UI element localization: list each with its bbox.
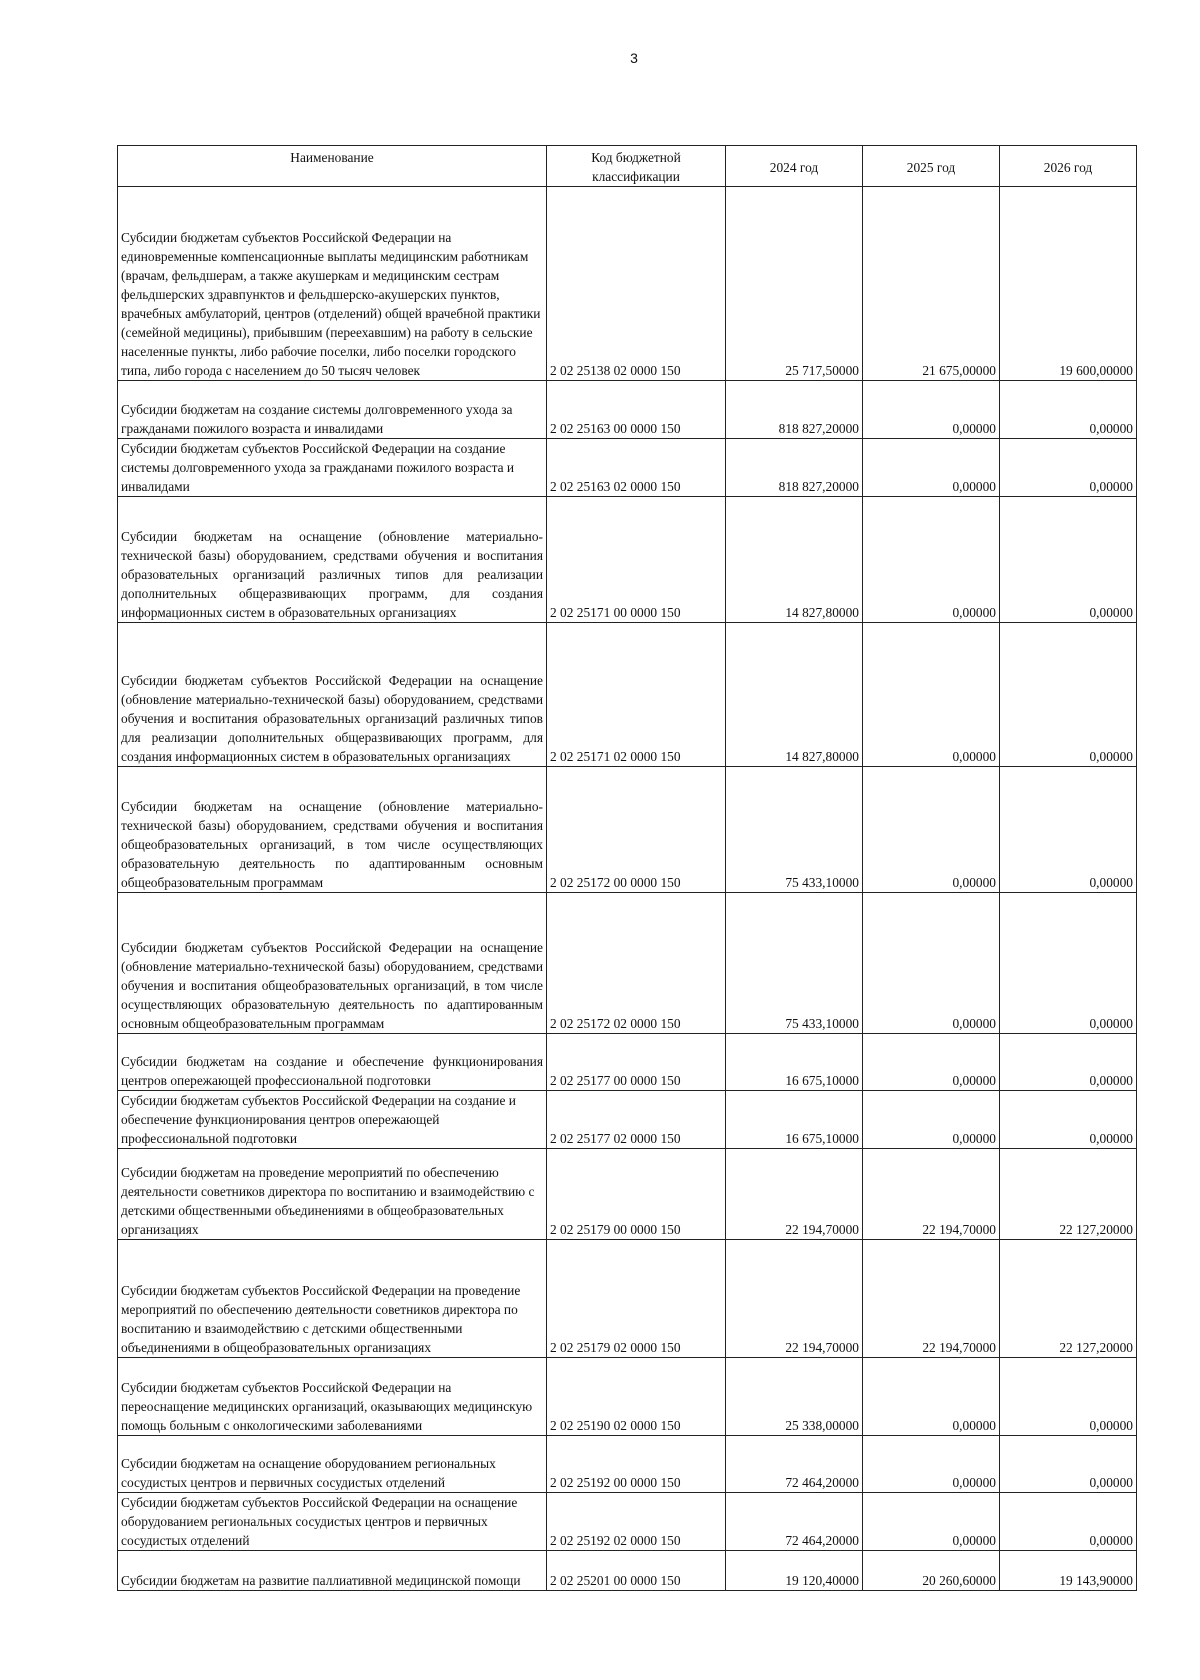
code-cell: 2 02 25172 02 0000 150 — [547, 893, 726, 1034]
name-cell: Субсидии бюджетам субъектов Российской Федерации на оснащение (обновление материально-технической базы) оборудованием, средствами обучения и воспитания образовательных организаций различных типов для реализации дополнительных общеразвивающих программ, для создания информационных систем в образовательных организациях — [118, 623, 547, 767]
code-cell: 2 02 25190 02 0000 150 — [547, 1358, 726, 1436]
table-row — [118, 767, 1137, 893]
table-row — [118, 497, 1137, 623]
value-2024-cell: 25 338,00000 — [726, 1358, 863, 1436]
value-2024-cell: 75 433,10000 — [726, 767, 863, 893]
code-cell: 2 02 25179 02 0000 150 — [547, 1240, 726, 1358]
value-2025-cell: 0,00000 — [863, 623, 1000, 767]
page-number: 3 — [630, 50, 638, 66]
name-cell: Субсидии бюджетам на оснащение (обновление материально-технической базы) оборудованием, средствами обучения и воспитания общеобразовательных организаций, в том числе осуществляющих образовательную деятельность по адаптированным основным общеобразовательным программам — [118, 767, 547, 893]
table-row — [118, 893, 1137, 1034]
name-cell: Субсидии бюджетам на создание системы долговременного ухода за гражданами пожилого возраста и инвалидами — [118, 381, 547, 439]
value-2024-cell: 72 464,20000 — [726, 1436, 863, 1493]
code-cell: 2 02 25163 00 0000 150 — [547, 381, 726, 439]
value-2025-cell: 0,00000 — [863, 497, 1000, 623]
table-row — [118, 1493, 1137, 1551]
name-cell: Субсидии бюджетам на оснащение оборудованием региональных сосудистых центров и первичных сосудистых отделений — [118, 1436, 547, 1493]
code-cell: 2 02 25163 02 0000 150 — [547, 439, 726, 497]
value-2024-cell: 14 827,80000 — [726, 497, 863, 623]
budget-table — [117, 145, 1137, 1591]
value-2026-cell: 22 127,20000 — [1000, 1240, 1137, 1358]
value-2026-cell: 0,00000 — [1000, 623, 1137, 767]
value-2026-cell: 0,00000 — [1000, 893, 1137, 1034]
table-row — [118, 1240, 1137, 1358]
value-2024-cell: 818 827,20000 — [726, 439, 863, 497]
code-cell: 2 02 25179 00 0000 150 — [547, 1149, 726, 1240]
name-cell: Субсидии бюджетам субъектов Российской Федерации на единовременные компенсационные выплаты медицинским работникам (врачам, фельдшерам, а также акушеркам и медицинским сестрам фельдшерских здравпунктов и фельдшерско-акушерских пунктов, врачебных амбулаторий, центров (отделений) общей врачебной практики (семейной медицины), прибывшим (переехавшим) на работу в сельские населенные пункты, либо рабочие поселки, либо поселки городского типа, либо города с населением до 50 тысяч человек — [118, 187, 547, 381]
value-2026-cell: 0,00000 — [1000, 1034, 1137, 1091]
value-2025-cell: 0,00000 — [863, 1091, 1000, 1149]
value-2026-cell: 22 127,20000 — [1000, 1149, 1137, 1240]
name-cell: Субсидии бюджетам на создание и обеспечение функционирования центров опережающей профессиональной подготовки — [118, 1034, 547, 1091]
header-2026: 2026 год — [1000, 146, 1137, 187]
name-cell: Субсидии бюджетам на проведение мероприятий по обеспечению деятельности советников директора по воспитанию и взаимодействию с детскими общественными объединениями в общеобразовательных организациях — [118, 1149, 547, 1240]
code-cell: 2 02 25192 00 0000 150 — [547, 1436, 726, 1493]
value-2026-cell: 0,00000 — [1000, 767, 1137, 893]
value-2025-cell: 0,00000 — [863, 1436, 1000, 1493]
value-2025-cell: 0,00000 — [863, 1493, 1000, 1551]
table-row — [118, 187, 1137, 381]
value-2026-cell: 0,00000 — [1000, 1493, 1137, 1551]
name-cell: Субсидии бюджетам субъектов Российской Федерации на создание и обеспечение функционирования центров опережающей профессиональной подготовки — [118, 1091, 547, 1149]
table-row — [118, 1149, 1137, 1240]
table-row — [118, 623, 1137, 767]
code-cell: 2 02 25171 02 0000 150 — [547, 623, 726, 767]
value-2024-cell: 19 120,40000 — [726, 1551, 863, 1591]
value-2025-cell: 0,00000 — [863, 1358, 1000, 1436]
header-2024: 2024 год — [726, 146, 863, 187]
value-2026-cell: 0,00000 — [1000, 497, 1137, 623]
value-2025-cell: 0,00000 — [863, 1034, 1000, 1091]
value-2026-cell: 19 600,00000 — [1000, 187, 1137, 381]
value-2026-cell: 0,00000 — [1000, 1436, 1137, 1493]
value-2024-cell: 16 675,10000 — [726, 1034, 863, 1091]
name-cell: Субсидии бюджетам на развитие паллиативной медицинской помощи — [118, 1551, 547, 1591]
value-2025-cell: 0,00000 — [863, 767, 1000, 893]
header-code: Код бюджетной классификации — [547, 146, 726, 187]
name-cell: Субсидии бюджетам на оснащение (обновление материально-технической базы) оборудованием, средствами обучения и воспитания образовательных организаций различных типов для реализации дополнительных общеразвивающих программ, для создания информационных систем в образовательных организациях — [118, 497, 547, 623]
value-2026-cell: 0,00000 — [1000, 381, 1137, 439]
table-row — [118, 439, 1137, 497]
name-cell: Субсидии бюджетам субъектов Российской Федерации на создание системы долговременного ухода за гражданами пожилого возраста и инвалидами — [118, 439, 547, 497]
value-2024-cell: 75 433,10000 — [726, 893, 863, 1034]
name-cell: Субсидии бюджетам субъектов Российской Федерации на оснащение (обновление материально-технической базы) оборудованием, средствами обучения и воспитания общеобразовательных организаций, в том числе осуществляющих образовательную деятельность по адаптированным основным общеобразовательным программам — [118, 893, 547, 1034]
value-2026-cell: 0,00000 — [1000, 1358, 1137, 1436]
value-2025-cell: 22 194,70000 — [863, 1240, 1000, 1358]
code-cell: 2 02 25172 00 0000 150 — [547, 767, 726, 893]
value-2025-cell: 22 194,70000 — [863, 1149, 1000, 1240]
table-row — [118, 1358, 1137, 1436]
value-2024-cell: 818 827,20000 — [726, 381, 863, 439]
value-2024-cell: 25 717,50000 — [726, 187, 863, 381]
code-cell: 2 02 25138 02 0000 150 — [547, 187, 726, 381]
header-2025: 2025 год — [863, 146, 1000, 187]
table-header-row — [118, 146, 1137, 187]
table-row — [118, 1551, 1137, 1591]
table-row — [118, 1034, 1137, 1091]
value-2024-cell: 22 194,70000 — [726, 1240, 863, 1358]
value-2024-cell: 72 464,20000 — [726, 1493, 863, 1551]
value-2024-cell: 14 827,80000 — [726, 623, 863, 767]
value-2026-cell: 19 143,90000 — [1000, 1551, 1137, 1591]
value-2025-cell: 21 675,00000 — [863, 187, 1000, 381]
value-2025-cell: 0,00000 — [863, 439, 1000, 497]
table-row — [118, 381, 1137, 439]
code-cell: 2 02 25171 00 0000 150 — [547, 497, 726, 623]
value-2024-cell: 22 194,70000 — [726, 1149, 863, 1240]
value-2024-cell: 16 675,10000 — [726, 1091, 863, 1149]
name-cell: Субсидии бюджетам субъектов Российской Федерации на проведение мероприятий по обеспечению деятельности советников директора по воспитанию и взаимодействию с детскими общественными объединениями в общеобразовательных организациях — [118, 1240, 547, 1358]
name-cell: Субсидии бюджетам субъектов Российской Федерации на переоснащение медицинских организаций, оказывающих медицинскую помощь больным с онкологическими заболеваниями — [118, 1358, 547, 1436]
value-2026-cell: 0,00000 — [1000, 1091, 1137, 1149]
header-name: Наименование — [118, 146, 547, 187]
code-cell: 2 02 25201 00 0000 150 — [547, 1551, 726, 1591]
table-row — [118, 1091, 1137, 1149]
value-2025-cell: 20 260,60000 — [863, 1551, 1000, 1591]
table-row — [118, 1436, 1137, 1493]
code-cell: 2 02 25192 02 0000 150 — [547, 1493, 726, 1551]
code-cell: 2 02 25177 02 0000 150 — [547, 1091, 726, 1149]
value-2025-cell: 0,00000 — [863, 893, 1000, 1034]
name-cell: Субсидии бюджетам субъектов Российской Федерации на оснащение оборудованием региональных сосудистых центров и первичных сосудистых отделений — [118, 1493, 547, 1551]
code-cell: 2 02 25177 00 0000 150 — [547, 1034, 726, 1091]
value-2025-cell: 0,00000 — [863, 381, 1000, 439]
value-2026-cell: 0,00000 — [1000, 439, 1137, 497]
